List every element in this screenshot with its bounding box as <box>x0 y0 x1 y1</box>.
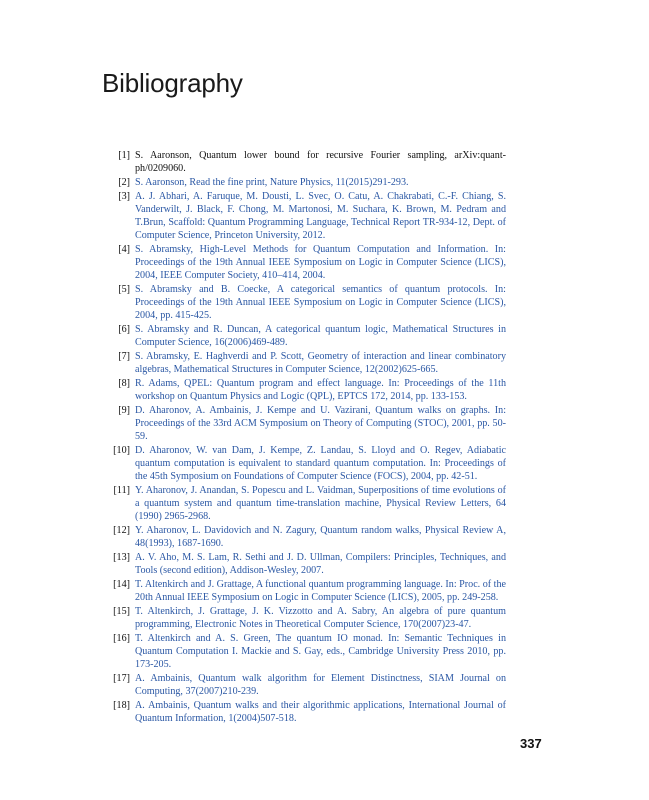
reference-text: S. Aaronson, Quantum lower bound for recursive Fourier sampling, arXiv:quant-ph/0209060. <box>135 150 506 175</box>
reference-number: [4] <box>118 243 130 255</box>
reference-number: [15] <box>113 605 130 617</box>
reference-link[interactable]: A. Ambainis, Quantum walk algorithm for Element Distinctness, SIAM Journal on Computing, 37(2007)210-239. <box>135 672 506 698</box>
reference-entry[interactable] <box>106 524 506 550</box>
reference-number: [10] <box>113 444 130 456</box>
reference-link[interactable]: T. Altenkirch and A. S. Green, The quantum IO monad. In: Semantic Techniques in Quantum Computation I. Mackie and S. Gay, eds., Cambridge University Press 2010, pp. 173-205. <box>135 632 506 671</box>
reference-entry[interactable] <box>106 551 506 577</box>
reference-number: [1] <box>118 150 130 161</box>
reference-link[interactable]: A. J. Abhari, A. Faruque, M. Dousti, L. Svec, O. Catu, A. Chakrabati, C.-F. Chiang, S. Vanderwilt, J. Black, F. Chong, M. Martonosi, M. Suchara, K. Brown, M. Pedram and T.Brun, Scaffold: Quantum Programming Language, Technical Report TR-934-12, Dept. of Computer Science, Princeton University, 2012. <box>135 190 506 242</box>
page-title: Bibliography <box>102 68 243 98</box>
reference-number: [13] <box>113 552 130 564</box>
reference-number: [17] <box>113 672 130 684</box>
reference-link[interactable]: A. V. Aho, M. S. Lam, R. Sethi and J. D. Ullman, Compilers: Principles, Techniques, and Tools (second edition), Addison-Wesley, 2007. <box>135 552 506 577</box>
reference-number: [8] <box>118 377 130 389</box>
reference-entry[interactable] <box>106 176 506 189</box>
reference-link[interactable]: D. Aharonov, W. van Dam, J. Kempe, Z. Landau, S. Lloyd and O. Regev, Adiabatic quantum computation is equivalent to standard quantum computation. In: Proceedings of the 45th Symposium on Foundations of Computer Science (FOCS), 2004, pp. 42-51. <box>135 444 506 483</box>
reference-entry[interactable] <box>106 444 506 484</box>
reference-entry[interactable] <box>106 190 506 243</box>
reference-number: [16] <box>113 632 130 644</box>
reference-number: [12] <box>113 525 130 537</box>
reference-entry[interactable] <box>106 283 506 323</box>
reference-entry[interactable] <box>106 404 506 444</box>
reference-entry[interactable] <box>106 578 506 604</box>
reference-link[interactable]: T. Altenkirch, J. Grattage, J. K. Vizzotto and A. Sabry, An algebra of pure quantum programming, Electronic Notes in Theoretical Computer Science, 170(2007)23-47. <box>135 605 506 631</box>
reference-link[interactable]: S. Abramsky and B. Coecke, A categorical semantics of quantum protocols. In: Proceedings of the 19th Annual IEEE Symposium on Logic in Computer Science (LICS), 2004, pp. 415-425. <box>135 284 506 322</box>
reference-number: [5] <box>118 284 130 296</box>
reference-entry[interactable] <box>106 672 506 698</box>
reference-entry[interactable] <box>106 484 506 524</box>
reference-link[interactable]: S. Abramsky, E. Haghverdi and P. Scott, Geometry of interaction and linear combinatory algebras, Mathematical Structures in Computer Science, 12(2002)625-665. <box>135 351 506 376</box>
reference-number: [2] <box>118 176 130 188</box>
bibliography-list <box>106 149 506 726</box>
page-number: 337 <box>520 736 542 751</box>
reference-number: [18] <box>113 699 130 711</box>
reference-link[interactable]: T. Altenkirch and J. Grattage, A functional quantum programming language. In: Proc. of the 20th Annual IEEE Symposium on Logic in Computer Science (LICS), 2005, pp. 249-258. <box>135 579 506 604</box>
reference-entry[interactable] <box>106 699 506 725</box>
reference-link[interactable]: S. Abramsky, High-Level Methods for Quantum Computation and Information. In: Proceedings of the 19th Annual IEEE Symposium on Logic in Computer Science (LICS), 2004, IEEE Computer Society, 410–414, 2004. <box>135 243 506 282</box>
reference-number: [14] <box>113 579 130 590</box>
reference-entry[interactable] <box>106 377 506 403</box>
reference-entry <box>106 149 506 175</box>
reference-number: [3] <box>118 190 130 202</box>
reference-link[interactable]: S. Aaronson, Read the fine print, Nature Physics, 11(2015)291-293. <box>135 176 409 188</box>
reference-entry[interactable] <box>106 323 506 349</box>
reference-number: [6] <box>118 324 130 336</box>
reference-number: [9] <box>118 404 130 416</box>
reference-number: [7] <box>118 351 130 363</box>
reference-link[interactable]: S. Abramsky and R. Duncan, A categorical quantum logic, Mathematical Structures in Computer Science, 16(2006)469-489. <box>135 324 506 349</box>
reference-link[interactable]: D. Aharonov, A. Ambainis, J. Kempe and U. Vazirani, Quantum walks on graphs. In: Proceedings of the 33rd ACM Symposium on Theory of Computing (STOC), 2001, pp. 50-59. <box>135 404 506 443</box>
reference-entry[interactable] <box>106 605 506 631</box>
reference-entry[interactable] <box>106 243 506 283</box>
reference-link[interactable]: Y. Aharonov, J. Anandan, S. Popescu and L. Vaidman, Superpositions of time evolutions of a quantum system and quantum time-translation machine, Physical Review Letters, 64 (1990) 2965-2968. <box>135 485 506 523</box>
reference-entry[interactable] <box>106 350 506 376</box>
reference-link[interactable]: Y. Aharonov, L. Davidovich and N. Zagury, Quantum random walks, Physical Review A, 48(1993), 1687-1690. <box>135 525 506 550</box>
reference-entry[interactable] <box>106 632 506 672</box>
reference-number: [11] <box>113 485 130 497</box>
reference-link[interactable]: A. Ambainis, Quantum walks and their algorithmic applications, International Journal of Quantum Information, 1(2004)507-518. <box>135 699 506 725</box>
reference-link[interactable]: R. Adams, QPEL: Quantum program and effect language. In: Proceedings of the 11th workshop on Quantum Physics and Logic (QPL), EPTCS 172, 2014, pp. 133-153. <box>135 377 506 403</box>
